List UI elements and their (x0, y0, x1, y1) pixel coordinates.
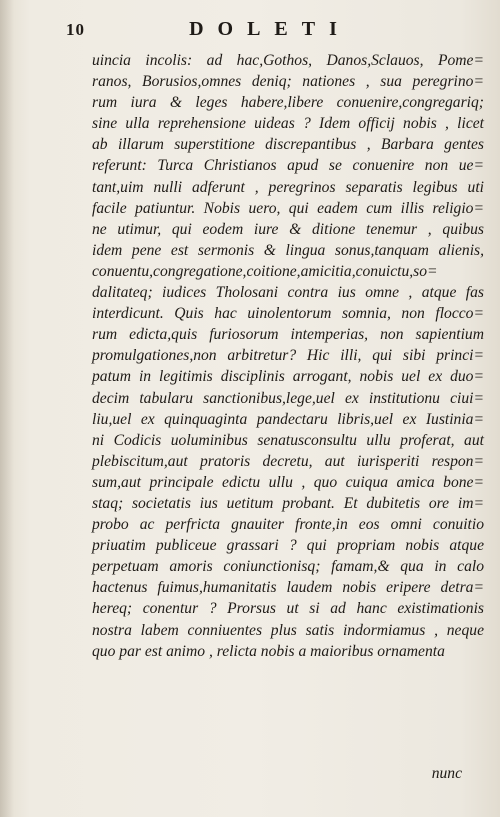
text-line: tant,uim nulli adferunt , peregrinos separatis legibus uti (92, 178, 484, 196)
text-line: decim tabularu sanctionibus,lege,uel ex institutionu ciui= (92, 389, 484, 407)
text-line: patum in legitimis disciplinis arrogant, nobis uel ex duo= (92, 368, 484, 386)
running-head: DOLETI (189, 18, 351, 40)
text-line: ranos, Borusios,omnes deniq; nationes , sua peregrino= (92, 73, 484, 91)
text-line: sum,aut principale edictu ullu , quo cuiqua amica bone= (92, 473, 484, 491)
text-line: promulgationes,non arbitretur? Hic illi, qui sibi princi= (92, 347, 484, 365)
text-line: dalitateq; iudices Tholosani contra ius omne , atque fas (92, 284, 484, 302)
text-line: idem pene est sermonis & lingua sonus,tanquam alienis, (92, 241, 484, 259)
text-line: hereq; conentur ? Prorsus ut si ad hanc existimationis (92, 600, 484, 618)
text-line: plebiscitum,aut pratoris decretu, aut iurisperiti respon= (92, 452, 484, 470)
gutter-shadow (0, 0, 14, 817)
text-line: probo ac perfricta gnauiter fronte,in eos omni conuitio (92, 516, 484, 534)
catchword: nunc (431, 765, 462, 782)
text-line: conuentu,congregatione,coitione,amicitia,conuictu,so= (92, 262, 438, 280)
text-line: nostra labem conniuentes plus satis indormiamus , neque (92, 621, 484, 639)
text-line: rum edicta,quis furiosorum intemperias, non sapientium (92, 326, 484, 344)
text-line: staq; societatis ius uetitum probant. Et dubitetis ore im= (92, 494, 484, 512)
main-text-block (92, 50, 484, 662)
text-line: liu,uel ex quinquaginta pandectaru libris,uel ex Iustinia= (92, 410, 484, 428)
text-line: sine ulla reprehensione uideas ? Idem officij nobis , licet (92, 115, 484, 133)
text-line: perpetuam amoris coniunctionisq; famam,& qua in calo (92, 558, 484, 576)
text-line: ab illarum superstitione discrepantibus , Barbara gentes (92, 136, 484, 154)
text-line: referunt: Turca Christianos apud se conuenire non ue= (92, 157, 484, 175)
text-line: interdicunt. Quis hac uinolentorum somnia, non flocco= (92, 305, 484, 323)
text-line: quo par est animo , relicta nobis a maioribus ornamenta (92, 642, 445, 660)
text-line: ne utimur, qui eodem iure & ditione tenemur , quibus (92, 220, 484, 238)
text-line: facile patiuntur. Nobis uero, qui eadem cum illis religio= (92, 199, 484, 217)
page-number: 10 (66, 20, 85, 39)
text-line: rum iura & leges habere,libere conuenire,congregariq; (92, 94, 484, 112)
text-line: priuatim publiceue grassari ? qui propriam nobis atque (92, 537, 484, 555)
text-line: uincia incolis: ad hac,Gothos, Danos,Sclauos, Pome= (92, 52, 484, 69)
text-line: hactenus fuimus,humanitatis laudem nobis eripere detra= (92, 579, 484, 597)
text-line: ni Codicis uoluminibus senatusconsultu ullu proferat, aut (92, 431, 484, 449)
